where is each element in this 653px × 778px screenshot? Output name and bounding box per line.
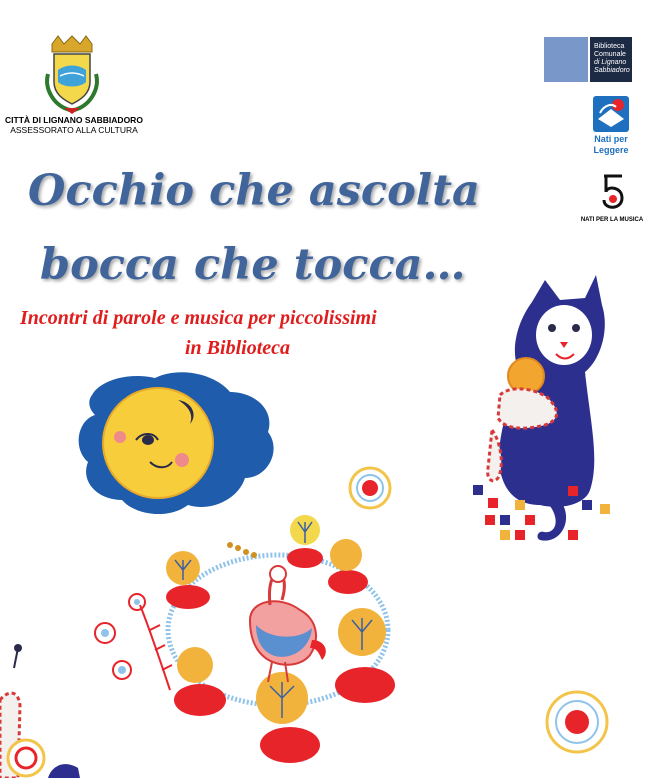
tree-circle-illustration bbox=[166, 515, 395, 763]
crest-icon bbox=[40, 34, 104, 114]
page-title-line2: bocca che tocca… bbox=[40, 240, 466, 290]
page-title-line1: Occhio che ascolta bbox=[28, 166, 480, 216]
target-circle bbox=[350, 468, 390, 508]
biblioteca-logo-pattern bbox=[544, 37, 588, 82]
target-circle bbox=[547, 692, 607, 752]
moon-illustration bbox=[79, 372, 274, 514]
department-name: ASSESSORATO ALLA CULTURA bbox=[10, 125, 138, 135]
subtitle-line2: in Biblioteca bbox=[185, 337, 290, 359]
nati-per-la-musica-label: NATI PER LA MUSICA bbox=[580, 217, 644, 223]
child-rattle-illustration bbox=[0, 644, 80, 778]
nati-per-leggere-label: Leggere bbox=[593, 145, 629, 155]
cat-illustration bbox=[473, 275, 610, 541]
nati-per-leggere-icon bbox=[592, 95, 630, 133]
flower-sprigs bbox=[95, 594, 172, 690]
nati-per-la-musica-icon bbox=[598, 172, 628, 214]
subtitle-line1: Incontri di parole e musica per piccolissimi bbox=[20, 307, 377, 329]
nati-per-leggere-label: Nati per bbox=[594, 134, 628, 144]
city-name: CITTÀ DI LIGNANO SABBIADORO bbox=[5, 115, 143, 125]
biblioteca-logo bbox=[544, 37, 632, 82]
biblioteca-logo-text: Biblioteca Comunale di Lignano Sabbiadoro bbox=[590, 37, 632, 82]
